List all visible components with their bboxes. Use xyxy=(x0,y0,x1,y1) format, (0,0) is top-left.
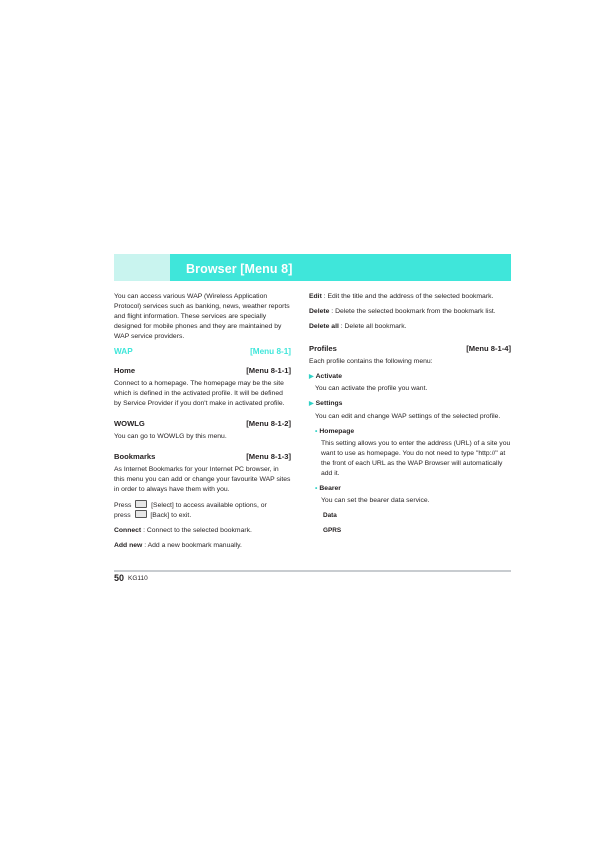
add-new-label: Add new xyxy=(114,542,143,550)
intro-paragraph: You can access various WAP (Wireless Application Protocol) services such as banking, news, weather reports and flight information. These services are specially designed for mobile phones and they are maintained by WAP service providers. xyxy=(114,293,290,340)
wowlg-text: You can go to WOWLG by this menu. xyxy=(114,432,227,440)
delete-all-label: Delete all xyxy=(309,322,339,330)
home-menu-number: [Menu 8-1-1] xyxy=(246,366,291,376)
activate-item xyxy=(309,372,511,383)
press-back-text: [Back] to exit. xyxy=(150,512,192,520)
add-new-text: : Add a new bookmark manually. xyxy=(142,542,242,550)
bookmarks-title: Bookmarks xyxy=(114,451,156,461)
homepage-text: This setting allows you to enter the address (URL) of a site you want to use as homepage. You do not need to type "http://" at the front of each URL as the WAP Browser will automatically add it. xyxy=(321,440,511,477)
bookmarks-heading xyxy=(114,452,291,462)
homepage-label: Homepage xyxy=(319,428,355,436)
page-number: 50 xyxy=(114,573,125,583)
right-soft-key-icon xyxy=(135,510,147,518)
press-select-text: [Select] to access available options, or xyxy=(151,501,267,509)
delete-all-option xyxy=(309,322,511,332)
home-title: Home xyxy=(114,366,136,376)
bookmarks-menu-number: [Menu 8-1-3] xyxy=(246,451,291,461)
edit-label: Edit xyxy=(309,293,322,300)
wap-title: WAP xyxy=(114,346,133,356)
press-label-2: press xyxy=(114,512,131,520)
dot-bullet-icon: • xyxy=(315,484,318,492)
model-name: KG110 xyxy=(128,575,148,582)
edit-option xyxy=(309,292,511,302)
settings-text: You can edit and change WAP settings of the selected profile. xyxy=(315,413,501,421)
delete-option xyxy=(309,307,511,317)
wowlg-title: WOWLG xyxy=(114,419,145,429)
right-column xyxy=(309,292,511,542)
bearer-text: You can set the bearer data service. xyxy=(321,496,430,504)
chapter-title: Browser [Menu 8] xyxy=(186,262,293,276)
triangle-bullet-icon: ▶ xyxy=(309,373,314,380)
home-heading xyxy=(114,366,291,376)
wowlg-heading xyxy=(114,419,291,429)
delete-all-text: : Delete all bookmark. xyxy=(338,322,407,330)
left-soft-key-icon xyxy=(135,500,147,508)
add-new-option xyxy=(114,541,291,551)
connect-label: Connect xyxy=(114,527,142,535)
homepage-item xyxy=(309,427,511,437)
profiles-heading xyxy=(309,344,511,354)
banner-light-block xyxy=(114,254,170,281)
wowlg-menu-number: [Menu 8-1-2] xyxy=(246,419,291,429)
press-label: Press xyxy=(114,501,132,509)
footer-rule xyxy=(114,570,511,572)
data-option: Data xyxy=(323,511,337,519)
gprs-option: GPRS xyxy=(323,527,342,535)
delete-text: : Delete the selected bookmark from the bookmark list. xyxy=(329,307,496,315)
settings-item xyxy=(309,399,511,410)
wap-menu-number: [Menu 8-1] xyxy=(250,346,291,356)
bearer-item xyxy=(309,484,511,494)
settings-label: Settings xyxy=(315,400,343,408)
dot-bullet-icon: • xyxy=(315,428,318,436)
activate-text: You can activate the profile you want. xyxy=(315,385,428,393)
triangle-bullet-icon: ▶ xyxy=(309,401,314,408)
profiles-menu-number: [Menu 8-1-4] xyxy=(466,343,511,353)
connect-text: : Connect to the selected bookmark. xyxy=(141,527,252,535)
home-text: Connect to a homepage. The homepage may be the site which is defined in the activated profile. It will be defined by Service Provider if you don't make in activated profile. xyxy=(114,380,285,408)
profiles-title: Profiles xyxy=(309,343,337,353)
delete-label: Delete xyxy=(309,307,330,315)
activate-label: Activate xyxy=(315,372,343,380)
profiles-intro: Each profile contains the following menu: xyxy=(309,357,433,365)
wap-heading xyxy=(114,347,291,357)
bookmarks-press-instructions xyxy=(114,500,291,522)
left-column xyxy=(114,292,291,556)
bearer-label: Bearer xyxy=(319,484,341,492)
bookmarks-text: As Internet Bookmarks for your Internet PC browser, in this menu you can add or change your favourite WAP sites in order to always have them with you. xyxy=(114,465,291,493)
edit-text: : Edit the title and the address of the selected bookmark. xyxy=(321,293,494,300)
connect-option xyxy=(114,526,291,536)
